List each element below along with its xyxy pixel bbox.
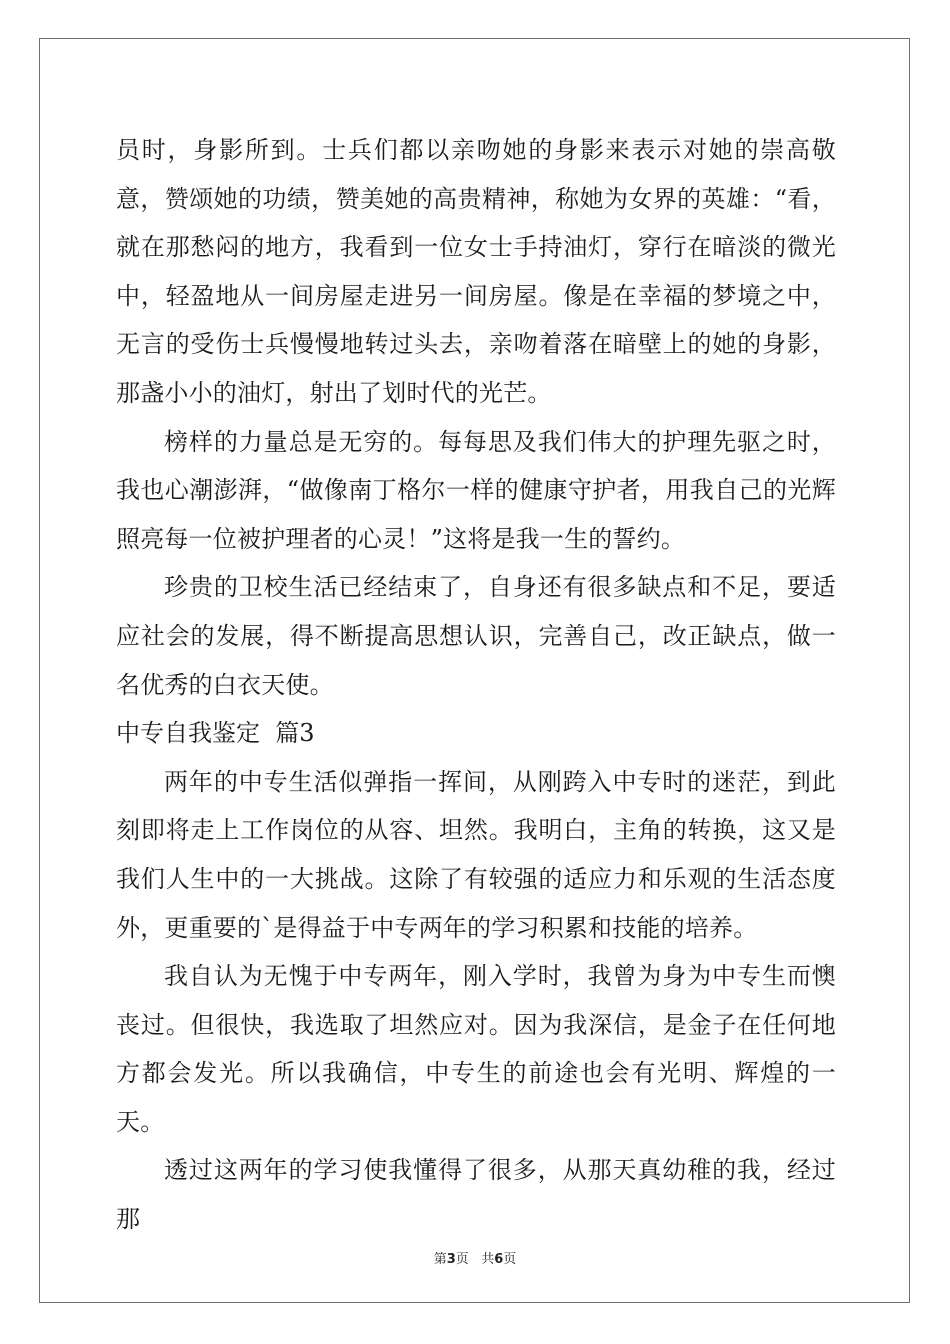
section-heading: 中专自我鉴定 篇3	[116, 719, 315, 748]
document-body	[116, 126, 836, 1244]
total-label-suffix: 页	[503, 1252, 517, 1267]
section-paragraph-3: 透过这两年的学习使我懂得了很多，从那天真幼稚的我，经过那	[116, 1156, 836, 1234]
section-paragraph-2: 我自认为无愧于中专两年，刚入学时，我曾为身为中专生而懊丧过。但很快，我选取了坦然应对。因为我深信，是金子在任何地方都会发光。所以我确信，中专生的前途也会有光明、辉煌的一天。	[116, 962, 836, 1136]
paragraph-3: 珍贵的卫校生活已经结束了，自身还有很多缺点和不足，要适应社会的发展，得不断提高思想认识，完善自己，改正缺点，做一名优秀的白衣天使。	[116, 573, 836, 699]
page-label-prefix: 第	[433, 1252, 447, 1267]
total-label-prefix: 共	[481, 1252, 495, 1267]
page-footer	[0, 1248, 950, 1267]
page-label-suffix: 页	[455, 1252, 469, 1267]
section-paragraph-1: 两年的中专生活似弹指一挥间，从刚跨入中专时的迷茫，到此刻即将走上工作岗位的从容、坦然。我明白，主角的转换，这又是我们人生中的一大挑战。这除了有较强的适应力和乐观的生活态度外，更重要的`是得益于中专两年的学习积累和技能的培养。	[116, 767, 836, 942]
total-pages: 6	[494, 1252, 504, 1267]
paragraph-2: 榜样的力量总是无穷的。每每思及我们伟大的护理先驱之时，我也心潮澎湃，“做像南丁格尔一样的健康守护者，用我自己的光辉照亮每一位被护理者的心灵！”这将是我一生的誓约。	[116, 427, 836, 553]
page-number: 3	[446, 1252, 456, 1267]
paragraph-1: 员时，身影所到。士兵们都以亲吻她的身影来表示对她的崇高敬意，赞颂她的功绩，赞美她的高贵精神，称她为女界的英雄：“看，就在那愁闷的地方，我看到一位女士手持油灯，穿行在暗淡的微光中，轻盈地从一间房屋走进另一间房屋。像是在幸福的梦境之中，无言的受伤士兵慢慢地转过头去，亲吻着落在暗壁上的她的身影，那盏小小的油灯，射出了划时代的光芒。	[116, 136, 836, 407]
